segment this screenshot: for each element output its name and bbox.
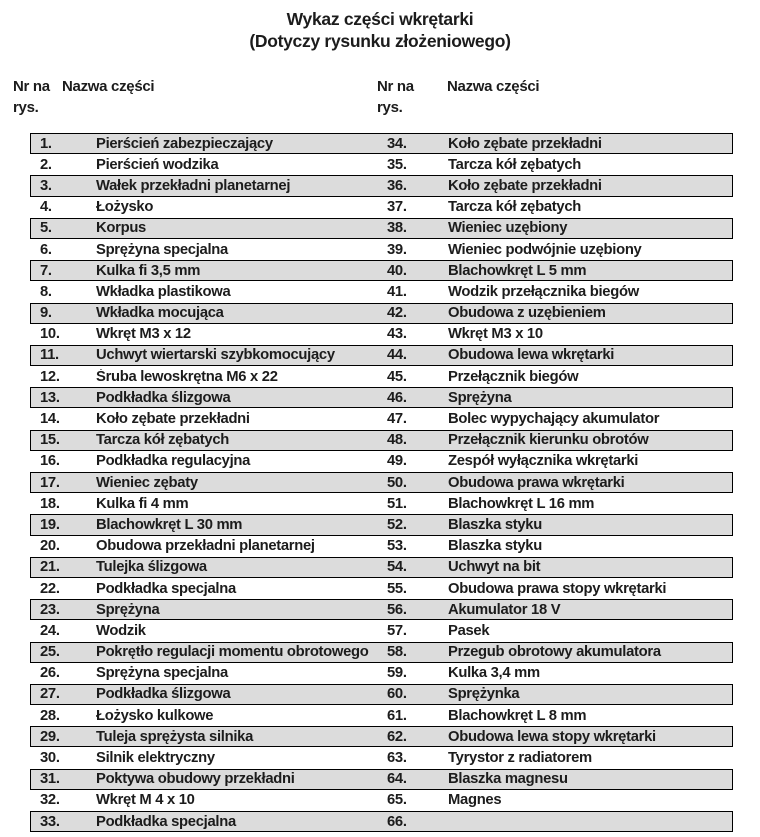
part-number-left: 31. xyxy=(40,771,60,788)
part-name-right: Blaszka styku xyxy=(448,516,542,533)
part-name-right: Obudowa z uzębieniem xyxy=(448,305,606,322)
part-number-left: 12. xyxy=(40,368,60,385)
part-number-left: 19. xyxy=(40,516,60,533)
table-row xyxy=(30,408,733,429)
part-number-left: 2. xyxy=(40,156,52,173)
part-name-left: Wodzik xyxy=(96,622,146,639)
column-header-left-name: Nazwa części xyxy=(62,78,155,95)
part-number-left: 28. xyxy=(40,707,60,724)
part-number-left: 5. xyxy=(40,220,52,237)
part-name-right: Koło zębate przekładni xyxy=(448,177,602,194)
part-name-right: Kulka 3,4 mm xyxy=(448,665,540,682)
part-name-left: Łożysko xyxy=(96,199,154,216)
part-name-left: Tulejka ślizgowa xyxy=(96,559,207,576)
part-number-right: 36. xyxy=(387,177,407,194)
part-name-right: Przełącznik kierunku obrotów xyxy=(448,432,649,449)
part-number-left: 26. xyxy=(40,665,60,682)
table-row xyxy=(30,154,733,175)
part-number-left: 25. xyxy=(40,644,60,661)
part-name-left: Pokrętło regulacji momentu obrotowego xyxy=(96,644,369,661)
part-name-left: Kulka fi 3,5 mm xyxy=(96,262,201,279)
part-number-left: 29. xyxy=(40,728,60,745)
part-number-right: 39. xyxy=(387,241,407,258)
part-number-right: 62. xyxy=(387,728,407,745)
part-number-right: 54. xyxy=(387,559,407,576)
part-name-left: Wałek przekładni planetarnej xyxy=(96,177,291,194)
part-name-right: Tyrystor z radiatorem xyxy=(448,750,592,767)
part-number-left: 16. xyxy=(40,453,60,470)
document-title-line2: (Dotyczy rysunku złożeniowego) xyxy=(249,31,511,51)
part-number-left: 27. xyxy=(40,686,60,703)
part-number-right: 65. xyxy=(387,792,407,809)
part-number-left: 20. xyxy=(40,538,60,555)
part-name-left: Sprężyna xyxy=(96,601,160,618)
table-row xyxy=(30,175,733,196)
part-number-left: 1. xyxy=(40,135,52,152)
part-number-left: 17. xyxy=(40,474,60,491)
part-number-right: 52. xyxy=(387,516,407,533)
table-row xyxy=(30,197,733,218)
part-number-right: 42. xyxy=(387,305,407,322)
table-row xyxy=(30,663,733,684)
part-number-left: 22. xyxy=(40,580,60,597)
part-number-left: 9. xyxy=(40,305,52,322)
part-number-right: 41. xyxy=(387,283,407,300)
part-number-left: 3. xyxy=(40,177,52,194)
parts-table xyxy=(30,133,733,832)
part-number-left: 7. xyxy=(40,262,52,279)
table-row xyxy=(30,239,733,260)
part-name-right: Koło zębate przekładni xyxy=(448,135,602,152)
part-name-left: Pierścień wodzika xyxy=(96,156,219,173)
table-row xyxy=(30,769,733,790)
part-name-left: Sprężyna specjalna xyxy=(96,665,228,682)
part-name-left: Podkładka ślizgowa xyxy=(96,389,231,406)
part-number-right: 64. xyxy=(387,771,407,788)
part-number-right: 46. xyxy=(387,389,407,406)
part-name-left: Podkładka specjalna xyxy=(96,580,236,597)
part-number-right: 61. xyxy=(387,707,407,724)
part-number-left: 11. xyxy=(40,347,59,364)
part-name-right: Tarcza kół zębatych xyxy=(448,156,582,173)
part-number-left: 10. xyxy=(40,326,60,343)
table-row xyxy=(30,578,733,599)
part-name-right: Wkręt M3 x 10 xyxy=(448,326,543,343)
part-name-right: Obudowa lewa wkrętarki xyxy=(448,347,615,364)
part-name-left: Pierścień zabezpieczający xyxy=(96,135,273,152)
part-number-left: 18. xyxy=(40,495,60,512)
table-row xyxy=(30,387,733,408)
part-number-right: 34. xyxy=(387,135,407,152)
part-number-right: 38. xyxy=(387,220,407,237)
part-number-right: 44. xyxy=(387,347,407,364)
part-number-left: 30. xyxy=(40,750,60,767)
table-row xyxy=(30,599,733,620)
part-name-left: Tuleja sprężysta silnika xyxy=(96,728,254,745)
part-number-left: 15. xyxy=(40,432,60,449)
table-row xyxy=(30,451,733,472)
part-name-left: Podkładka regulacyjna xyxy=(96,453,251,470)
part-number-right: 66. xyxy=(387,813,407,830)
part-name-right: Blachowkręt L 16 mm xyxy=(448,495,595,512)
part-number-right: 48. xyxy=(387,432,407,449)
part-name-right: Sprężynka xyxy=(448,686,520,703)
table-row xyxy=(30,684,733,705)
part-name-left: Koło zębate przekładni xyxy=(96,411,250,428)
part-number-right: 53. xyxy=(387,538,407,555)
part-name-left: Tarcza kół zębatych xyxy=(96,432,230,449)
table-row xyxy=(30,726,733,747)
table-row xyxy=(30,747,733,768)
part-name-right: Wieniec uzębiony xyxy=(448,220,568,237)
part-name-right: Zespół wyłącznika wkrętarki xyxy=(448,453,639,470)
part-number-right: 35. xyxy=(387,156,407,173)
table-row xyxy=(30,345,733,366)
part-number-right: 55. xyxy=(387,580,407,597)
part-number-left: 24. xyxy=(40,622,60,639)
document-title xyxy=(0,8,760,52)
part-name-left: Wkładka plastikowa xyxy=(96,283,231,300)
part-name-right: Przełącznik biegów xyxy=(448,368,579,385)
part-name-left: Łożysko kulkowe xyxy=(96,707,214,724)
part-number-right: 45. xyxy=(387,368,407,385)
part-name-left: Uchwyt wiertarski szybkomocujący xyxy=(96,347,335,364)
table-row xyxy=(30,790,733,811)
table-row xyxy=(30,472,733,493)
column-header-left-nr: Nr na rys. xyxy=(13,78,50,116)
part-name-left: Wkręt M 4 x 10 xyxy=(96,792,195,809)
part-number-right: 37. xyxy=(387,199,407,216)
part-name-left: Podkładka ślizgowa xyxy=(96,686,231,703)
table-row xyxy=(30,324,733,345)
part-name-left: Poktywa obudowy przekładni xyxy=(96,771,295,788)
part-name-left: Sprężyna specjalna xyxy=(96,241,228,258)
part-name-right: Obudowa lewa stopy wkrętarki xyxy=(448,728,656,745)
column-header-right-nr: Nr na rys. xyxy=(377,78,414,116)
table-row xyxy=(30,642,733,663)
document-title-line1: Wykaz części wkrętarki xyxy=(286,9,474,29)
part-name-right: Wieniec podwójnie uzębiony xyxy=(448,241,642,258)
part-number-right: 49. xyxy=(387,453,407,470)
part-name-right: Blachowkręt L 5 mm xyxy=(448,262,587,279)
part-name-right: Obudowa prawa wkrętarki xyxy=(448,474,625,491)
part-name-left: Silnik elektryczny xyxy=(96,750,215,767)
table-row xyxy=(30,811,733,832)
part-name-right: Przegub obrotowy akumulatora xyxy=(448,644,661,661)
table-row xyxy=(30,705,733,726)
table-row xyxy=(30,133,733,154)
table-row xyxy=(30,536,733,557)
part-number-right: 60. xyxy=(387,686,407,703)
part-name-right: Wodzik przełącznika biegów xyxy=(448,283,639,300)
part-number-right: 43. xyxy=(387,326,407,343)
table-row xyxy=(30,366,733,387)
part-name-left: Wkładka mocująca xyxy=(96,305,224,322)
part-number-left: 32. xyxy=(40,792,60,809)
part-number-right: 40. xyxy=(387,262,407,279)
table-row xyxy=(30,557,733,578)
part-number-right: 47. xyxy=(387,411,407,428)
part-number-left: 21. xyxy=(40,559,60,576)
part-name-left: Wieniec zębaty xyxy=(96,474,198,491)
part-name-left: Podkładka specjalna xyxy=(96,813,236,830)
part-number-right: 63. xyxy=(387,750,407,767)
part-name-right: Uchwyt na bit xyxy=(448,559,541,576)
part-name-left: Kulka fi 4 mm xyxy=(96,495,189,512)
part-number-right: 59. xyxy=(387,665,407,682)
part-number-right: 50. xyxy=(387,474,407,491)
table-row xyxy=(30,281,733,302)
part-number-left: 13. xyxy=(40,389,60,406)
part-name-left: Śruba lewoskrętna M6 x 22 xyxy=(96,368,278,385)
part-name-right: Blaszka styku xyxy=(448,538,542,555)
table-row xyxy=(30,493,733,514)
table-row xyxy=(30,260,733,281)
part-name-left: Korpus xyxy=(96,220,146,237)
part-name-left: Obudowa przekładni planetarnej xyxy=(96,538,315,555)
part-number-right: 51. xyxy=(387,495,407,512)
part-name-right: Akumulator 18 V xyxy=(448,601,561,618)
part-name-right: Pasek xyxy=(448,622,490,639)
table-row xyxy=(30,430,733,451)
table-row xyxy=(30,514,733,535)
part-number-left: 6. xyxy=(40,241,52,258)
table-row xyxy=(30,218,733,239)
part-name-right: Bolec wypychający akumulator xyxy=(448,411,660,428)
part-number-right: 58. xyxy=(387,644,407,661)
table-row xyxy=(30,303,733,324)
part-name-left: Blachowkręt L 30 mm xyxy=(96,516,243,533)
part-name-right: Tarcza kół zębatych xyxy=(448,199,582,216)
part-name-right: Sprężyna xyxy=(448,389,512,406)
part-name-right: Obudowa prawa stopy wkrętarki xyxy=(448,580,667,597)
part-number-left: 4. xyxy=(40,199,52,216)
part-name-right: Magnes xyxy=(448,792,502,809)
part-number-left: 33. xyxy=(40,813,60,830)
part-number-left: 23. xyxy=(40,601,60,618)
table-row xyxy=(30,620,733,641)
part-name-left: Wkręt M3 x 12 xyxy=(96,326,191,343)
part-number-left: 8. xyxy=(40,283,52,300)
part-number-right: 57. xyxy=(387,622,407,639)
part-name-right: Blaszka magnesu xyxy=(448,771,568,788)
part-name-right: Blachowkręt L 8 mm xyxy=(448,707,587,724)
column-header-right-name: Nazwa części xyxy=(447,78,540,95)
part-number-left: 14. xyxy=(40,411,60,428)
part-number-right: 56. xyxy=(387,601,407,618)
